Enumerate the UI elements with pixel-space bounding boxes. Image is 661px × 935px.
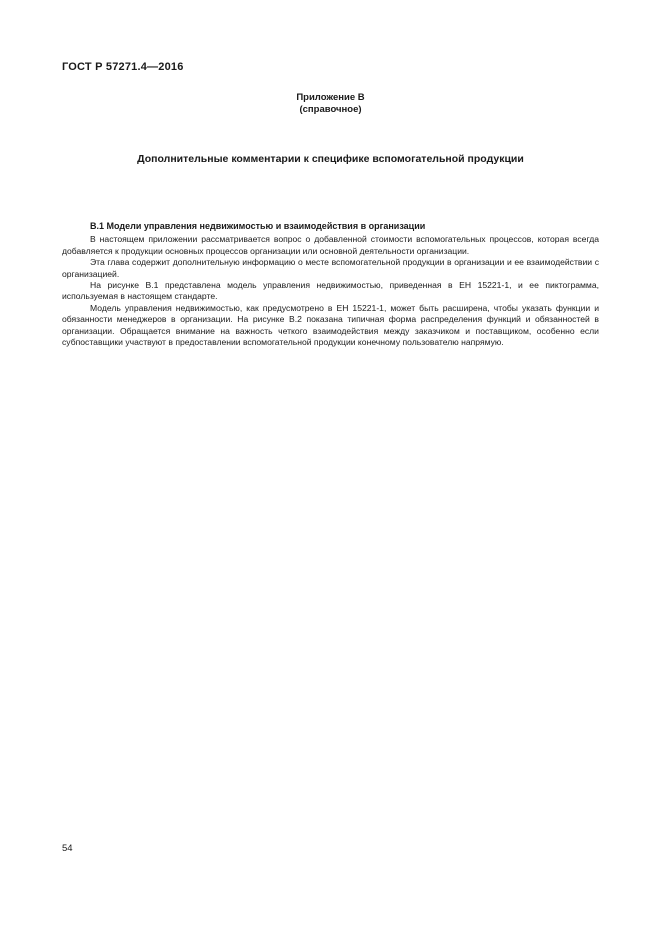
page-number: 54 [62,843,73,854]
paragraph-2: Эта глава содержит дополнительную информацию о месте вспомогательной продукции в организации и ее взаимодействии с организацией. [62,257,599,279]
section-heading: В.1 Модели управления недвижимостью и взаимодействия в организации [90,221,426,231]
appendix-title: Дополнительные комментарии к специфике вспомогательной продукции [137,153,524,165]
appendix-status: (справочное) [299,104,362,115]
paragraph-1: В настоящем приложении рассматривается вопрос о добавленной стоимости вспомогательных процессов, которая всегда добавляется к продукции основных процессов организации или основной деятельности организации. [62,234,599,256]
document-code: ГОСТ Р 57271.4—2016 [62,61,184,73]
section-content [62,221,599,348]
paragraph-4: Модель управления недвижимостью, как предусмотрено в ЕН 15221-1, может быть расширена, чтобы указать функции и обязанности менеджеров в организации. На рисунке В.2 показана типичная форма распределения функций и обязанностей в организации. Обращается внимание на важность четкого взаимодействия между заказчиком и поставщиком, особенно если субпоставщики участвуют в предоставлении вспомогательной продукции конечному пользователю напрямую. [62,302,599,348]
appendix-label: Приложение В [296,92,365,103]
paragraph-3: На рисунке В.1 представлена модель управления недвижимостью, приведенная в ЕН 15221-1, и ее пиктограмма, используемая в настоящем стандарте. [62,280,599,302]
appendix-header [0,92,661,116]
